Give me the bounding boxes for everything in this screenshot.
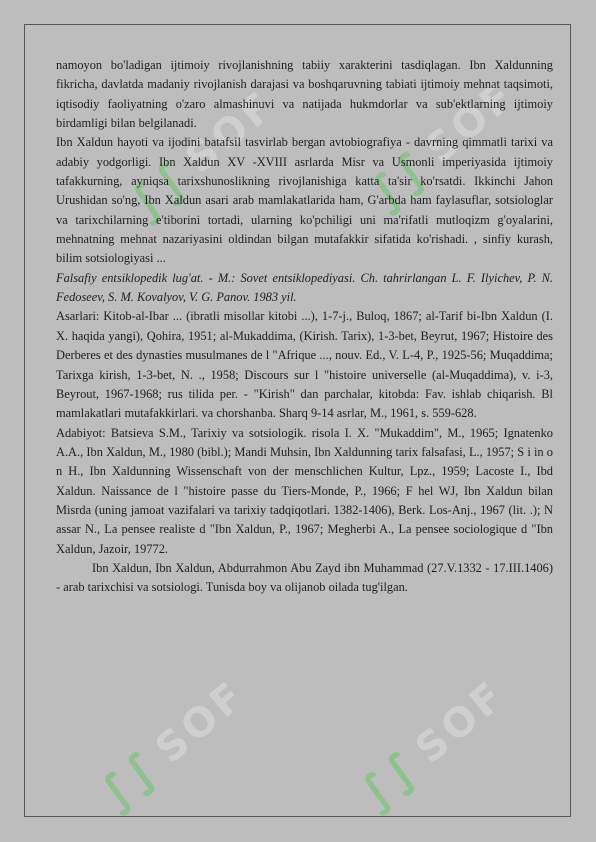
paragraph-works: Asarlari: Kitob-al-Ibar ... (ibratli misollar kitobi ...), 1-7-j., Buloq, 1867; al-Tarif bi-Ibn Xaldun (I. X. haqida yangi), Qohira, 1951; al-Mukaddima, (Kirish. Tarix), 1-3-bet, Beyrut, 1967; Histoire des Derberes et des dynasties musulmanes de l "Afrique ..., nouv. Ed., V. L-4, P., 1925-56; Muqaddima; Tarixga kirish, 1-3-bet, N. ., 1958; Discours sur l "histoire universelle (al-Muqaddima), v. i-3, Beyrout, 1967-1968; rus tilida per. - "Kirish" dan parchalar, kitobda: Fav. ishlab chiqarish. Bl mamlakatlari mutafakkirlari. va chorshanba. Sharq 9-14 asrlar, M., 1961, s. 559-628. bbox=[56, 309, 553, 421]
paragraph-biography: Ibn Xaldun hayoti va ijodini batafsil tasvirlab bergan avtobiografiya - davrning qimmatli tarixi va adabiy yodgorligi. Ibn Xaldun XV -XVIII asrlarda Misr va Usmonli imperiyasida ijtimoiy tafakkurning, ayniqsa tarixshunoslikning rivojlanishiga katta ta'sir ko'rsatdi. Ikkinchi Jahon Urushidan so'ng, Ibn Xaldun asari arab mamlakatlarida ham, G'arbda ham faylasuflar, sotsiologlar va tarixchilarning e'tiborini tortadi, ularning ko'pchiligi uni ma'rifatli mutloqizm g'oyalarini, mehnatning mehnat nazariyasini oldindan bilgan mutafakkir sifatida ko'rishadi. , sinfiy kurash, bilim sotsiologiyasi ... bbox=[56, 135, 553, 266]
watermark-stamp: ∫∫ SOF bbox=[360, 71, 525, 220]
watermark-stamp: ∫∫ SOF bbox=[120, 81, 285, 230]
paragraph-intro: namoyon bo'ladigan ijtimoiy rivojlanishning tabiiy xarakterini tasdiqlagan. Ibn Xaldunning fikricha, davlatda madaniy rivojlanish darajasi va boshqaruvning tabiati ijtimoiy mehnat taqsimoti, iqtisodiy faoliyatning o'zaro almashinuvi va natijada hukmdorlar va sub'ektlarning ijtimoiy birdamligi bilan belgilanadi. bbox=[56, 58, 553, 131]
watermark-stamp: ∫∫ SOF bbox=[350, 671, 515, 820]
watermark-stamp: ∫∫ SOF bbox=[90, 671, 255, 820]
paragraph-literature: Adabiyot: Batsieva S.M., Tarixiy va sotsiologik. risola I. X. "Mukaddim", M., 1965; Ignatenko A.A., Ibn Xaldun, M., 1980 (bibl.); Mandi Muhsin, Ibn Xaldunning tarix falsafasi, L., 1957; S i in o n H., Ibn Xaldunning Wissenschaft von der menschlichen Kultur, Lpz., 1959; Lacoste I., Ibd Xaldun. Naissance de l "histoire passe du Tiers-Monde, P., 1966; F hel WJ, Ibn Xaldun bilan Misrda (uning jamoat vazifalari va tarixiy tadqiqotlari. 1382-1406), Berk. Los-Anj., 1967 (lit. .); N assar N., La pensee realiste d "Ibn Xaldun, P., 1967; Megherbi A., La pensee sociologique d "Ibn Xaldun, Jazoir, 19772. bbox=[56, 425, 553, 556]
document-body bbox=[56, 56, 553, 598]
paragraph-source-citation: Falsafiy entsiklopedik lug'at. - M.: Sovet entsiklopediyasi. Ch. tahrirlangan L. F. Ilyichev, P. N. Fedoseev, S. M. Kovalyov, V. G. Panov. 1983 yil. bbox=[56, 270, 553, 305]
paragraph-entry-start: Ibn Xaldun, Ibn Xaldun, Abdurrahmon Abu Zayd ibn Muhammad (27.V.1332 - 17.III.1406) - arab tarixchisi va sotsiologi. Tunisda boy va olijanob oilada tug'ilgan. bbox=[56, 560, 553, 595]
